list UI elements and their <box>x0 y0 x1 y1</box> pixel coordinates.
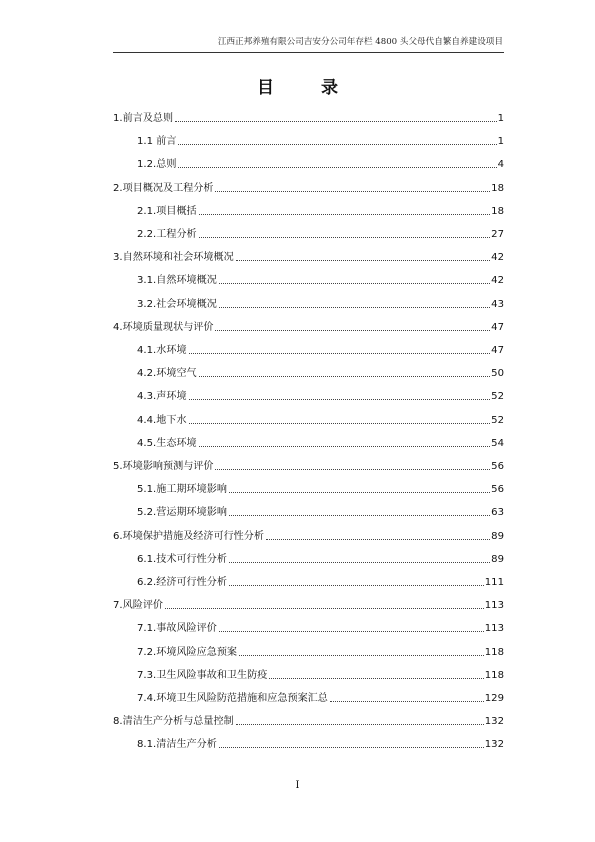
toc-entry-page-number: 52 <box>491 391 504 403</box>
toc-entry[interactable] <box>137 666 504 682</box>
toc-entry-page-number: 27 <box>491 229 504 240</box>
toc-entry-page-number: 50 <box>491 368 504 380</box>
toc-entry[interactable] <box>113 109 504 125</box>
toc-entry-page-number: 132 <box>484 716 504 728</box>
dot-leader <box>219 747 484 748</box>
toc-entry-label: 3.2.社会环境概况 <box>137 298 217 310</box>
toc-entry-page-number: 42 <box>491 252 504 264</box>
toc-entry[interactable] <box>113 712 504 728</box>
page-title: 目 录 <box>257 78 353 98</box>
dot-leader <box>189 399 491 400</box>
dot-leader <box>199 237 491 238</box>
toc-entry-label: 7.4.环境卫生风险防范措施和应急预案汇总 <box>137 693 328 704</box>
toc-entry[interactable] <box>113 318 504 334</box>
toc-entry-page-number: 113 <box>484 600 504 612</box>
toc-entry-label: 4.环境质量现状与评价 <box>113 321 214 333</box>
toc-entry[interactable] <box>113 179 504 195</box>
toc-entry-page-number: 118 <box>484 669 504 681</box>
toc-entry-page-number: 18 <box>491 205 504 217</box>
toc-entry-page-number: 56 <box>491 461 504 472</box>
toc-entry-page-number: 1 <box>497 136 504 148</box>
toc-entry-page-number: 43 <box>491 298 504 310</box>
toc-entry-label: 4.4.地下水 <box>137 414 187 426</box>
toc-entry[interactable] <box>137 573 504 589</box>
toc-entry[interactable] <box>137 225 504 241</box>
toc-entry-label: 5.2.营运期环境影响 <box>137 507 227 519</box>
toc-entry-label: 1.2.总则 <box>137 159 177 171</box>
toc-entry-page-number: 113 <box>484 623 504 635</box>
toc-entry-label: 7.3.卫生风险事故和卫生防疫 <box>137 669 268 681</box>
dot-leader <box>199 214 491 215</box>
dot-leader <box>199 376 491 377</box>
dot-leader <box>229 585 484 586</box>
toc-entry-page-number: 1 <box>497 113 504 124</box>
dot-leader <box>189 423 491 424</box>
dot-leader <box>236 724 484 725</box>
dot-leader <box>229 492 490 493</box>
dot-leader <box>215 469 490 470</box>
toc-entry-label: 3.自然环境和社会环境概况 <box>113 252 234 264</box>
toc-entry-page-number: 111 <box>484 577 504 588</box>
toc-entry[interactable] <box>137 480 504 496</box>
dot-leader <box>219 631 484 632</box>
toc-entry[interactable] <box>113 527 504 543</box>
toc-entry-label: 4.1.水环境 <box>137 345 187 356</box>
dot-leader <box>266 539 490 540</box>
dot-leader <box>215 330 490 331</box>
toc-entry-label: 5.1.施工期环境影响 <box>137 484 227 496</box>
toc-entry-page-number: 89 <box>491 553 504 565</box>
dot-leader <box>178 144 496 145</box>
page-number: I <box>295 780 300 791</box>
toc-entry-label: 2.项目概况及工程分析 <box>113 182 214 194</box>
toc-entry-label: 8.清洁生产分析与总量控制 <box>113 716 234 728</box>
dot-leader <box>229 562 490 563</box>
toc-entry-page-number: 89 <box>491 530 504 542</box>
toc-entry-label: 1.1 前言 <box>137 136 177 148</box>
toc-entry-label: 7.风险评价 <box>113 600 164 612</box>
toc-entry[interactable] <box>137 643 504 659</box>
toc-entry[interactable] <box>113 248 504 264</box>
toc-entry[interactable] <box>137 295 504 311</box>
dot-leader <box>330 701 484 702</box>
toc-entry-label: 6.环境保护措施及经济可行性分析 <box>113 530 264 542</box>
toc-entry[interactable] <box>137 387 504 403</box>
toc-entry-label: 2.2.工程分析 <box>137 229 197 240</box>
toc-entry-page-number: 18 <box>491 182 504 194</box>
toc-entry[interactable] <box>137 550 504 566</box>
toc-entry-label: 7.1.事故风险评价 <box>137 623 217 635</box>
toc-entry-label: 6.2.经济可行性分析 <box>137 577 227 588</box>
dot-leader <box>189 353 491 354</box>
toc-entry[interactable] <box>137 271 504 287</box>
toc-entry[interactable] <box>137 132 504 148</box>
toc-entry-page-number: 129 <box>484 693 504 704</box>
toc-entry-page-number: 118 <box>484 646 504 658</box>
toc-entry[interactable] <box>137 503 504 519</box>
toc-entry-page-number: 52 <box>491 414 504 426</box>
toc-entry[interactable] <box>137 341 504 357</box>
toc-entry-label: 4.2.环境空气 <box>137 368 197 380</box>
running-header: 江西正邦养殖有限公司吉安分公司年存栏 4800 头父母代自繁自养建设项目 <box>217 37 503 47</box>
dot-leader <box>269 678 483 679</box>
toc-entry-label: 4.5.生态环境 <box>137 437 197 449</box>
dot-leader <box>175 121 496 122</box>
dot-leader <box>219 307 490 308</box>
toc-entry-label: 2.1.项目概括 <box>137 205 197 217</box>
toc-entry-page-number: 4 <box>497 159 504 171</box>
toc-entry-page-number: 47 <box>491 345 504 356</box>
toc-entry-page-number: 42 <box>491 275 504 287</box>
toc-entry[interactable] <box>137 619 504 635</box>
dot-leader <box>199 446 491 447</box>
dot-leader <box>229 515 490 516</box>
toc-entry-page-number: 47 <box>491 321 504 333</box>
toc-entry-label: 4.3.声环境 <box>137 391 187 403</box>
dot-leader <box>178 167 496 168</box>
toc-entry[interactable] <box>137 155 504 171</box>
toc-entry[interactable] <box>137 689 504 705</box>
toc-entry-label: 8.1.清洁生产分析 <box>137 739 217 751</box>
toc-entry-page-number: 132 <box>484 739 504 751</box>
toc-entry-label: 3.1.自然环境概况 <box>137 275 217 287</box>
toc-entry[interactable] <box>137 434 504 450</box>
toc-entry[interactable] <box>137 364 504 380</box>
toc-entry-page-number: 63 <box>491 507 504 519</box>
dot-leader <box>236 260 490 261</box>
dot-leader <box>239 655 484 656</box>
toc-entry-label: 7.2.环境风险应急预案 <box>137 646 238 658</box>
dot-leader <box>215 191 490 192</box>
dot-leader <box>219 283 490 284</box>
toc-entry[interactable] <box>137 735 504 751</box>
toc-entry[interactable] <box>137 202 504 218</box>
toc-entry-label: 1.前言及总则 <box>113 113 174 124</box>
toc-entry-label: 5.环境影响预测与评价 <box>113 461 214 472</box>
toc-entry-label: 6.1.技术可行性分析 <box>137 553 227 565</box>
dot-leader <box>165 608 484 609</box>
toc-entry[interactable] <box>137 411 504 427</box>
toc-entry[interactable] <box>113 596 504 612</box>
toc-entry-page-number: 54 <box>491 437 504 449</box>
toc-entry-page-number: 56 <box>491 484 504 496</box>
toc-entry[interactable] <box>113 457 504 473</box>
